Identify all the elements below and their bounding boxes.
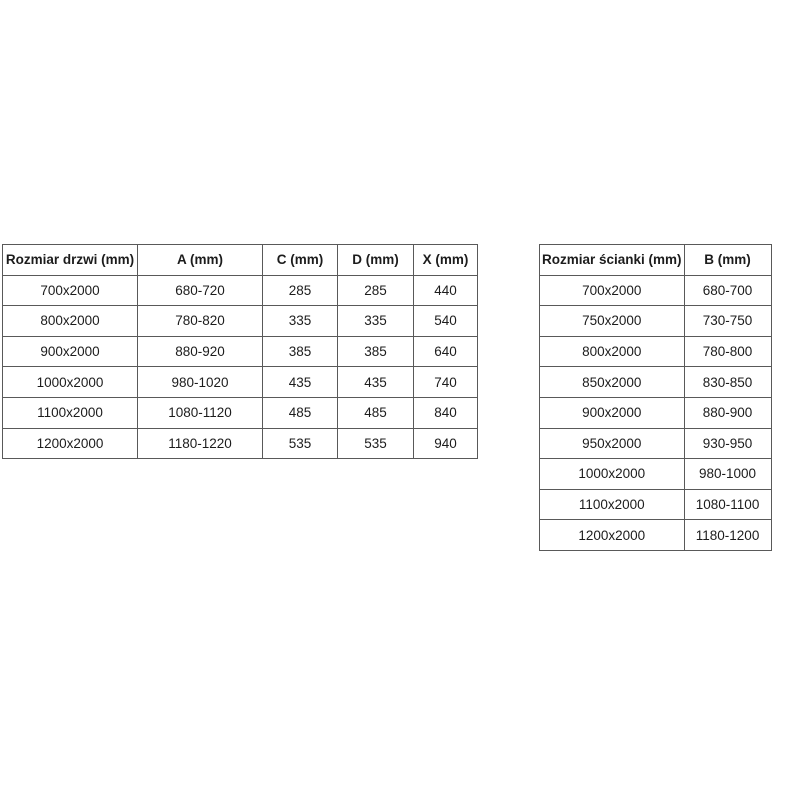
table-cell: 285 <box>338 275 414 306</box>
table-cell: 1200x2000 <box>3 428 138 459</box>
table-row <box>3 336 478 367</box>
table-row <box>540 428 772 459</box>
table-cell: 1000x2000 <box>540 459 685 490</box>
table-cell: 285 <box>263 275 338 306</box>
table-cell: 840 <box>414 397 478 428</box>
table-row <box>3 306 478 337</box>
table-cell: 700x2000 <box>540 275 685 306</box>
table-cell: 440 <box>414 275 478 306</box>
table-cell: 435 <box>263 367 338 398</box>
table-row <box>540 306 772 337</box>
table-cell: 1200x2000 <box>540 520 685 551</box>
table-cell: 880-900 <box>684 397 771 428</box>
table-cell: 700x2000 <box>3 275 138 306</box>
table-cell: 1180-1220 <box>138 428 263 459</box>
table-cell: 950x2000 <box>540 428 685 459</box>
table-row <box>540 367 772 398</box>
table-cell: 1080-1100 <box>684 489 771 520</box>
table-row <box>540 489 772 520</box>
table-cell: 830-850 <box>684 367 771 398</box>
table-cell: 385 <box>263 336 338 367</box>
column-header: A (mm) <box>138 245 263 276</box>
column-header: Rozmiar ścianki (mm) <box>540 245 685 276</box>
table-cell: 980-1000 <box>684 459 771 490</box>
column-header: X (mm) <box>414 245 478 276</box>
column-header: B (mm) <box>684 245 771 276</box>
table-cell: 930-950 <box>684 428 771 459</box>
table-cell: 1080-1120 <box>138 397 263 428</box>
table-cell: 1000x2000 <box>3 367 138 398</box>
table-cell: 850x2000 <box>540 367 685 398</box>
table-cell: 485 <box>263 397 338 428</box>
table-cell: 385 <box>338 336 414 367</box>
table-cell: 1100x2000 <box>3 397 138 428</box>
table-row <box>540 336 772 367</box>
table-header-row <box>540 245 772 276</box>
table-cell: 335 <box>263 306 338 337</box>
table-row <box>3 428 478 459</box>
table-cell: 730-750 <box>684 306 771 337</box>
table-cell: 435 <box>338 367 414 398</box>
table-cell: 740 <box>414 367 478 398</box>
table-cell: 680-720 <box>138 275 263 306</box>
table-cell: 980-1020 <box>138 367 263 398</box>
table-cell: 1100x2000 <box>540 489 685 520</box>
table-cell: 800x2000 <box>3 306 138 337</box>
column-header: C (mm) <box>263 245 338 276</box>
door-sizes-table <box>2 244 478 459</box>
table-cell: 485 <box>338 397 414 428</box>
table-row <box>540 520 772 551</box>
table-row <box>3 397 478 428</box>
table-cell: 680-700 <box>684 275 771 306</box>
table-row <box>3 367 478 398</box>
column-header: D (mm) <box>338 245 414 276</box>
table-cell: 1180-1200 <box>684 520 771 551</box>
table-cell: 640 <box>414 336 478 367</box>
table-cell: 335 <box>338 306 414 337</box>
table-cell: 780-820 <box>138 306 263 337</box>
table-cell: 535 <box>338 428 414 459</box>
table-cell: 540 <box>414 306 478 337</box>
table-cell: 780-800 <box>684 336 771 367</box>
wall-sizes-table <box>539 244 772 551</box>
table-row <box>540 275 772 306</box>
column-header: Rozmiar drzwi (mm) <box>3 245 138 276</box>
table-cell: 900x2000 <box>540 397 685 428</box>
table-row <box>540 397 772 428</box>
table-row <box>540 459 772 490</box>
table-cell: 535 <box>263 428 338 459</box>
table-row <box>3 275 478 306</box>
table-header-row <box>3 245 478 276</box>
table-cell: 940 <box>414 428 478 459</box>
table-cell: 900x2000 <box>3 336 138 367</box>
table-cell: 880-920 <box>138 336 263 367</box>
table-cell: 750x2000 <box>540 306 685 337</box>
table-cell: 800x2000 <box>540 336 685 367</box>
